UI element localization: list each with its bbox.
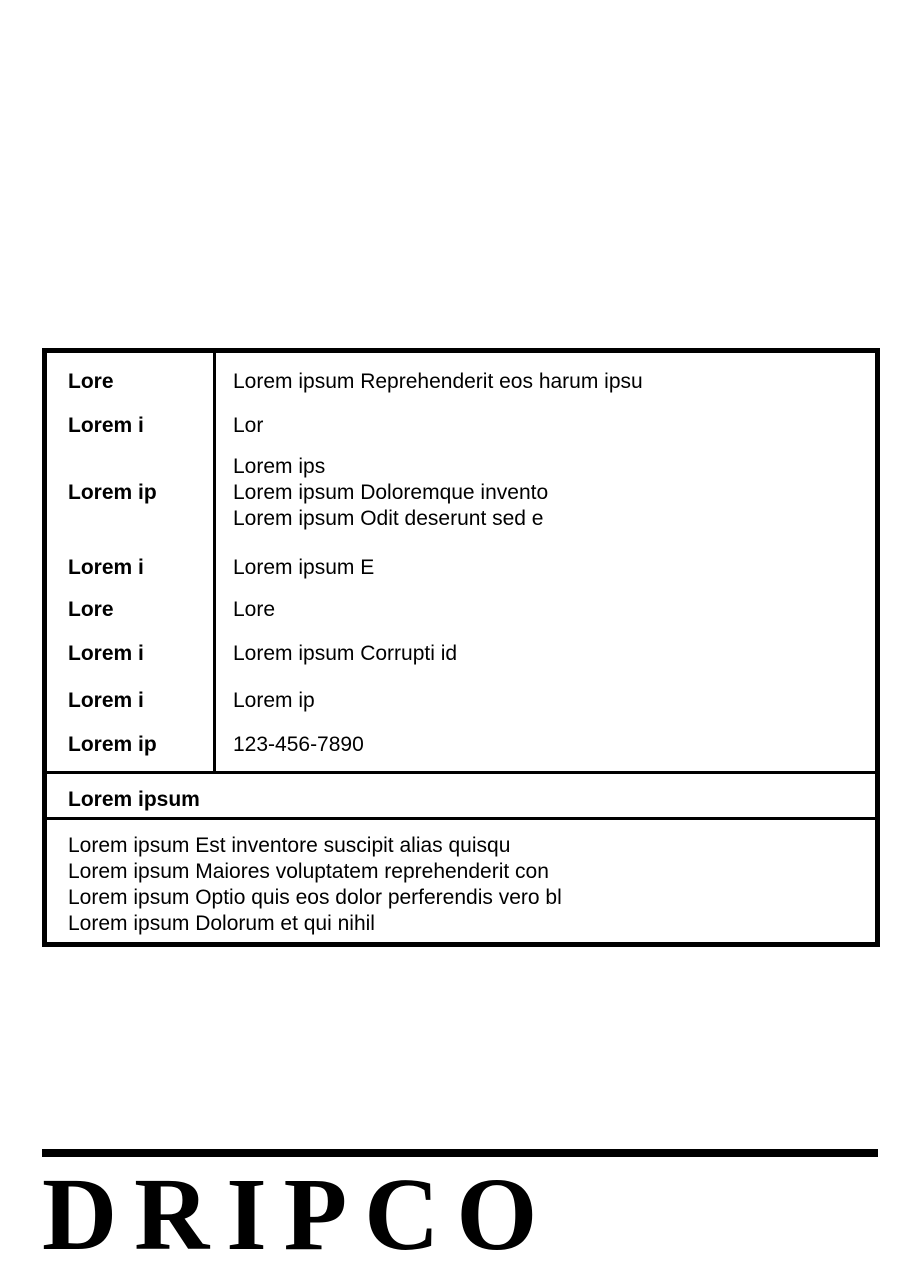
- spec-value: [233, 555, 374, 581]
- spec-value: [233, 688, 315, 714]
- spec-label: Lorem ip: [68, 733, 157, 756]
- section-notes: [68, 833, 562, 937]
- notes-line: Lorem ipsum Optio quis eos dolor perferendis vero bl: [68, 886, 562, 909]
- spec-value-line: Lorem ips: [233, 455, 326, 478]
- column-divider: [213, 353, 216, 771]
- spec-rows: [47, 353, 875, 771]
- brand-wordmark: DRIPCO: [42, 1157, 555, 1272]
- spec-value: [233, 413, 263, 439]
- section-title: Lorem ipsum: [68, 788, 200, 811]
- spec-value-line: 123-456-7890: [233, 733, 364, 756]
- spec-value-line: Lorem ipsum Odit deserunt sed e: [233, 507, 544, 530]
- spec-label: Lorem i: [68, 642, 144, 665]
- spec-value: [233, 641, 457, 667]
- spec-label: Lorem i: [68, 689, 144, 712]
- spec-value-line: Lorem ipsum Doloremque invento: [233, 481, 549, 504]
- spec-value: [233, 454, 548, 532]
- spec-value-line: Lor: [233, 414, 264, 437]
- spec-value: [233, 597, 275, 623]
- table-divider: [47, 771, 875, 774]
- spec-table: [42, 348, 880, 947]
- table-divider: [47, 817, 875, 820]
- notes-line: Lorem ipsum Maiores voluptatem reprehenderit con: [68, 860, 549, 883]
- spec-value: [233, 732, 364, 758]
- spec-value-line: Lorem ipsum E: [233, 556, 375, 579]
- spec-value-line: Lorem ipsum Corrupti id: [233, 642, 458, 665]
- notes-line: Lorem ipsum Est inventore suscipit alias quisqu: [68, 834, 511, 857]
- spec-value-line: Lore: [233, 598, 276, 621]
- spec-label: Lore: [68, 370, 114, 393]
- spec-label: Lore: [68, 598, 114, 621]
- spec-label: Lorem i: [68, 414, 144, 437]
- spec-label: Lorem i: [68, 556, 144, 579]
- spec-value-line: Lorem ipsum Reprehenderit eos harum ipsu: [233, 370, 643, 393]
- notes-line: Lorem ipsum Dolorum et qui nihil: [68, 912, 375, 935]
- footer-rule: [42, 1149, 878, 1157]
- spec-value-line: Lorem ip: [233, 689, 315, 712]
- spec-value: [233, 369, 643, 395]
- spec-label: Lorem ip: [68, 481, 157, 504]
